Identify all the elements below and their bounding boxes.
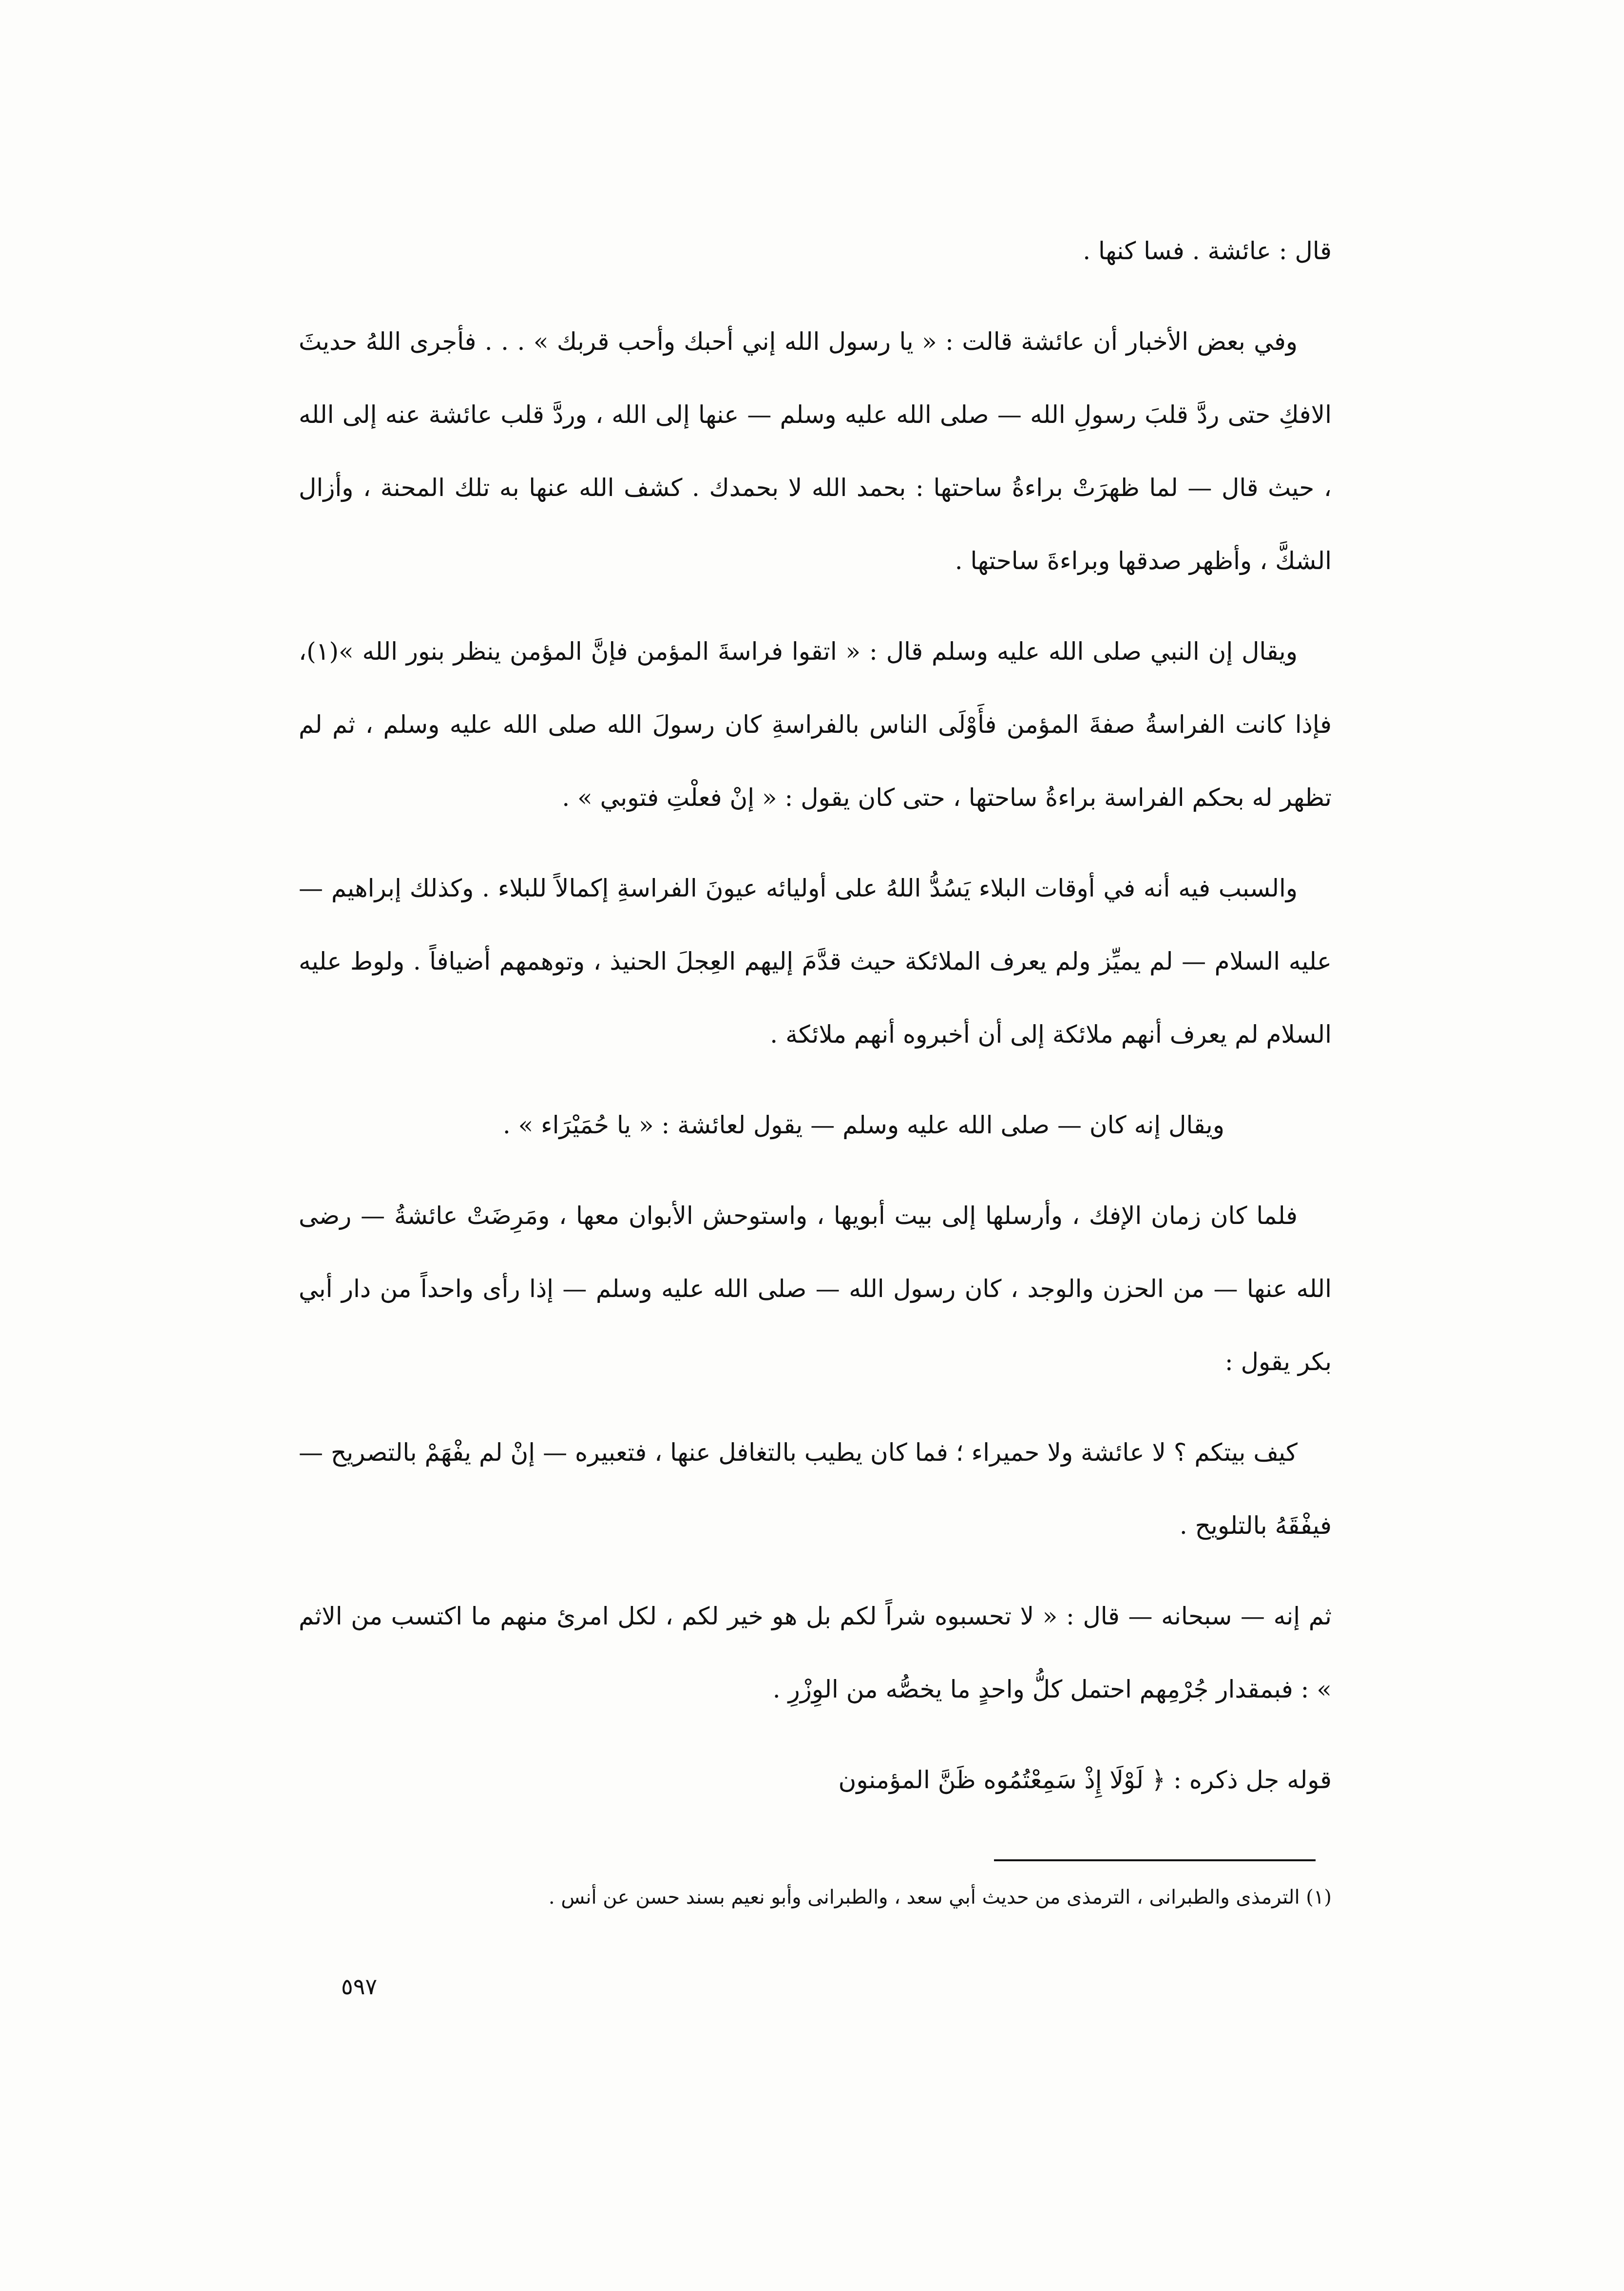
paragraph-5: ويقال إنه كان — صلى الله عليه وسلم — يقول لعائشة : « يا حُمَيْرَاء » . <box>502 1111 1224 1139</box>
paragraph-1: قال : عائشة . فسا كنها . <box>1083 237 1332 265</box>
paragraph-2: وفي بعض الأخبار أن عائشة قالت : « يا رسول الله إني أحبك وأحب قربك » . . . فأجرى اللهُ حديثَ الافكِ حتى ردَّ قلبَ رسولِ الله — صلى الله عليه وسلم — عنها إلى الله ، وردَّ قلب عائشة عنه إلى الله ، حيث قال — لما ظهرَتْ براءةُ ساحتها : بحمد الله لا بحمدك . كشف الله عنها به تلك المحنة ، وأزال الشكَّ ، وأظهر صدقها وبراءةَ ساحتها . <box>299 327 1332 575</box>
paragraph-3: ويقال إن النبي صلى الله عليه وسلم قال : « اتقوا فراسةَ المؤمن فإنَّ المؤمن ينظر بنور الله »(١)، فإذا كانت الفراسةُ صفةَ المؤمن فأَوْلَى الناس بالفراسةِ كان رسولَ الله صلى الله عليه وسلم ، ثم لم تظهر له بحكم الفراسة براءةُ ساحتها ، حتى كان يقول : « إنْ فعلْتِ فتوبي » . <box>299 637 1332 812</box>
paragraph-6: فلما كان زمان الإفك ، وأرسلها إلى بيت أبويها ، واستوحش الأبوان معها ، ومَرِضَتْ عائشةُ — رضى الله عنها — من الحزن والوجد ، كان رسول الله — صلى الله عليه وسلم — إذا رأى واحداً من دار أبي بكر يقول : <box>299 1202 1332 1376</box>
page-number: ٥٩٧ <box>341 1973 378 2000</box>
footnote-divider <box>994 1859 1316 1861</box>
paragraph-9: قوله جل ذكره : ﴿ لَوْلَا إِذْ سَمِعْتُمُوه ظَنَّ المؤمنون <box>838 1766 1332 1794</box>
main-text <box>299 214 1332 1834</box>
paragraph-7: كيف بيتكم ؟ لا عائشة ولا حميراء ؛ فما كان يطيب بالتغافل عنها ، فتعبيره — إنْ لم يفْهَمْ بالتصريح — فيفْقَهُ بالتلويح . <box>299 1438 1332 1540</box>
paragraph-8: ثم إنه — سبحانه — قال : « لا تحسبوه شراً لكم بل هو خير لكم ، لكل امرئ منهم ما اكتسب من الاثم » : فبمقدار جُرْمِهم احتمل كلُّ واحدٍ ما يخصُّه من الوِزْرِ . <box>299 1602 1332 1703</box>
footnote: (١) الترمذى والطبرانى ، الترمذى من حديث أبي سعد ، والطبرانى وأبو نعيم بسند حسن عن أنس . <box>548 1886 1332 1909</box>
paragraph-4: والسبب فيه أنه في أوقات البلاء يَسُدُّ اللهُ على أوليائه عيونَ الفراسةِ إكمالاً للبلاء . وكذلك إبراهيم — عليه السلام — لم يميِّز ولم يعرف الملائكة حيث قدَّمَ إليهم العِجلَ الحنيذ ، وتوهمهم أضيافاً . ولوط عليه السلام لم يعرف أنهم ملائكة إلى أن أخبروه أنهم ملائكة . <box>299 874 1332 1049</box>
